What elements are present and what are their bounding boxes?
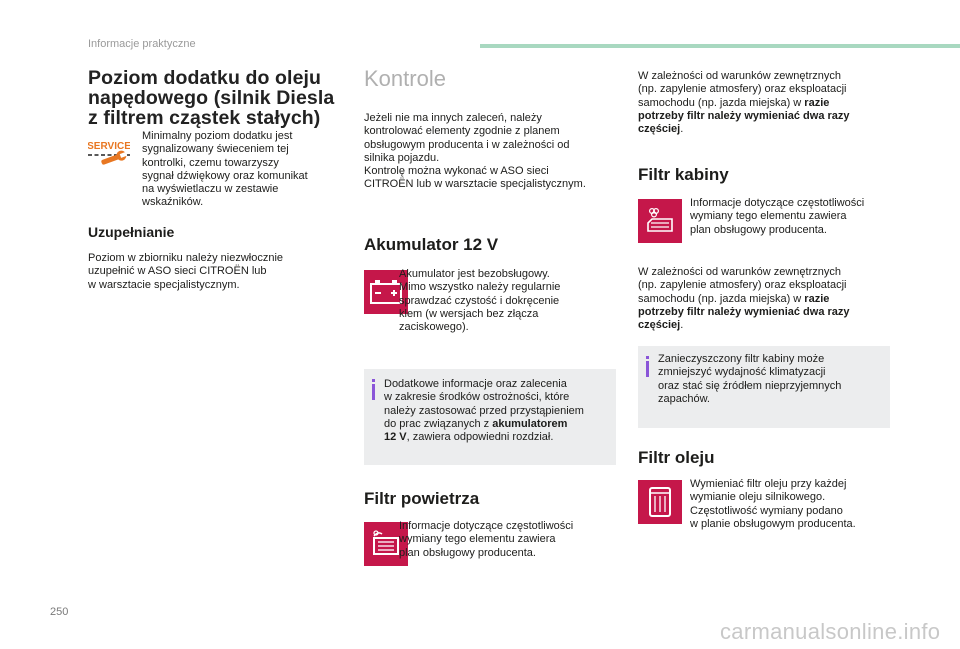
text-line: plan obsługowy producenta.: [399, 546, 536, 559]
battery-title: Akumulator 12 V: [364, 235, 499, 254]
text-line: obsługowym producenta i w zależności od: [364, 138, 570, 151]
text-line: (np. zapylenie atmosfery) oraz eksploatacji: [638, 83, 847, 96]
text-line: plan obsługowy producenta.: [690, 223, 827, 236]
text-bold: potrzeby filtr należy wymieniać dwa razy: [638, 109, 850, 122]
service-label: SERVICE: [88, 141, 130, 152]
text-line: zaciskowego).: [399, 321, 469, 334]
oil-filter-icon: [638, 480, 682, 524]
cabin-filter-title: Filtr kabiny: [638, 165, 729, 184]
text-line: oraz stać się źródłem nieprzyjemnych: [658, 379, 842, 392]
battery-description: [399, 268, 609, 334]
text-line: Minimalny poziom dodatku jest: [142, 130, 293, 142]
text-line: Wymieniać filtr oleju przy każdej: [690, 478, 847, 490]
text-span: samochodu (np. jazda miejska) w: [638, 292, 805, 305]
cabin-info-box: [638, 346, 890, 428]
header-accent-bar: [480, 44, 960, 48]
text-line: w warsztacie specjalistycznym.: [88, 278, 240, 291]
text-bold: potrzeby filtr należy wymieniać dwa razy: [638, 305, 850, 318]
battery-info-text: [384, 378, 612, 444]
cabin-filter-description: [690, 197, 900, 237]
text-line: w planie obsługowym producenta.: [690, 517, 856, 530]
text-line: zmniejszyć wydajność klimatyzacji: [658, 366, 826, 379]
text-line: Zanieczyszczony filtr kabiny może: [658, 353, 825, 365]
checks-title: Kontrole: [364, 66, 446, 91]
text-line: Informacje dotyczące częstotliwości: [690, 197, 865, 209]
cabin-filter-frequency: [638, 266, 888, 332]
title-line: Poziom dodatku do oleju: [88, 67, 322, 89]
service-wrench-icon: [88, 138, 130, 174]
text-line: zapachów.: [658, 392, 710, 405]
text-line: sygnał dźwiękowy oraz komunikat: [142, 169, 308, 182]
text-span: do prac związanych z: [384, 417, 493, 430]
oil-filter-description: [690, 478, 900, 531]
text-line: w zakresie środków ostrożności, które: [384, 391, 570, 404]
text-bold: częściej: [638, 319, 681, 332]
text-line: sygnalizowany świeceniem tej: [142, 143, 289, 156]
text-line: wymianie oleju silnikowego.: [690, 491, 826, 504]
refill-subtitle: Uzupełnianie: [88, 224, 175, 240]
text-line: sprawdzać czystość i dokręcenie: [399, 294, 560, 307]
watermark: carmanualsonline.info: [720, 619, 941, 644]
text-line: (np. zapylenie atmosfery) oraz eksploatacji: [638, 279, 847, 292]
section-header: Informacje praktyczne: [88, 38, 196, 50]
info-icon: [646, 356, 649, 377]
cabin-filter-icon: [638, 199, 682, 243]
battery-info-box: [364, 369, 616, 465]
text-bold: razie: [804, 292, 830, 305]
text-line: silnika pojazdu.: [364, 151, 440, 164]
title-line: z filtrem cząstek stałych): [88, 107, 321, 129]
text-line: Poziom w zbiorniku należy niezwłocznie: [88, 252, 284, 264]
air-filter-frequency: [638, 70, 888, 136]
air-filter-title: Filtr powietrza: [364, 489, 480, 508]
text-line: Częstotliwość wymiany podano: [690, 504, 843, 517]
info-icon: [372, 379, 375, 400]
text-line: klem (w wersjach bez złącza: [399, 307, 539, 320]
title-line: napędowego (silnik Diesla: [88, 87, 335, 109]
text-span: samochodu (np. jazda miejska) w: [638, 96, 805, 109]
text-bold: częściej: [638, 123, 681, 136]
text-line: uzupełnić w ASO sieci CITROËN lub: [88, 265, 267, 278]
additive-title: [88, 68, 338, 128]
air-filter-description: [399, 520, 614, 560]
refill-description: [88, 252, 338, 292]
text-span: .: [680, 123, 684, 136]
text-bold: razie: [804, 96, 830, 109]
text-line: wskaźników.: [142, 196, 204, 209]
checks-intro: [364, 112, 614, 192]
text-line: CITROËN lub w warsztacie specjalistycznym.: [364, 178, 586, 191]
text-line: Akumulator jest bezobsługowy.: [399, 268, 550, 280]
text-line: wymiany tego elementu zawiera: [690, 210, 847, 223]
text-line: należy zastosować przed przystąpieniem: [384, 404, 584, 417]
cabin-info-text: [658, 353, 886, 406]
text-line: kontrolować elementy zgodnie z planem: [364, 125, 560, 138]
text-span: .: [680, 319, 684, 332]
text-line: Jeżeli nie ma innych zaleceń, należy: [364, 112, 542, 124]
text-span: , zawiera odpowiedni rozdział.: [406, 431, 554, 444]
text-bold: akumulatorem: [492, 417, 568, 430]
text-bold: 12 V: [384, 431, 407, 444]
text-line: W zależności od warunków zewnętrznych: [638, 266, 841, 278]
oil-filter-title: Filtr oleju: [638, 448, 715, 467]
text-line: na wyświetlaczu w zestawie: [142, 183, 279, 196]
text-line: Informacje dotyczące częstotliwości: [399, 520, 574, 532]
text-line: kontrolki, czemu towarzyszy: [142, 156, 279, 169]
service-description: [142, 130, 342, 210]
text-line: Mimo wszystko należy regularnie: [399, 281, 561, 294]
text-line: Kontrolę można wykonać w ASO sieci: [364, 165, 549, 178]
text-line: W zależności od warunków zewnętrznych: [638, 70, 841, 82]
text-line: wymiany tego elementu zawiera: [399, 533, 556, 546]
page-number: 250: [50, 606, 69, 618]
text-line: Dodatkowe informacje oraz zalecenia: [384, 378, 567, 390]
